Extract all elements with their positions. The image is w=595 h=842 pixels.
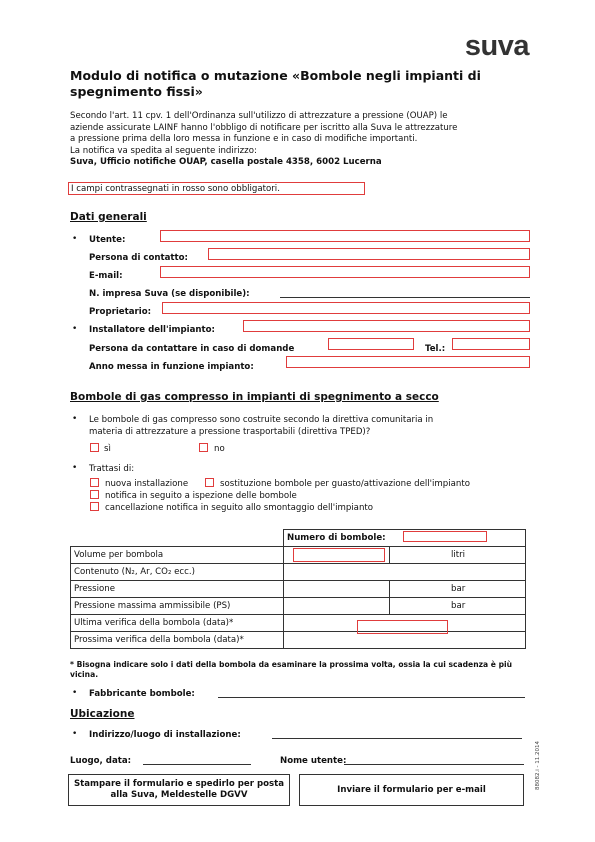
owner-field[interactable] [162, 302, 530, 314]
last-check-required-box[interactable] [357, 620, 448, 634]
manufacturer-label: Fabbricante bombole: [89, 689, 195, 699]
inspection-checkbox[interactable] [90, 490, 99, 499]
new-installation-label: nuova installazione [105, 479, 189, 489]
content-field[interactable] [284, 564, 526, 581]
email-label: E-mail: [89, 271, 123, 281]
tel-field[interactable] [452, 338, 530, 350]
bullet: • [72, 463, 78, 473]
contact-label: Persona di contatto: [89, 253, 188, 263]
question-contact-field[interactable] [328, 338, 414, 350]
user-label: Utente: [89, 235, 126, 245]
form-code: 88082.i - 11.2014 [535, 741, 541, 790]
replacement-label: sostituzione bombole per guasto/attivazione dell'impianto [220, 479, 470, 489]
pressure-label: Pressione [71, 581, 284, 598]
table-row [71, 564, 526, 581]
pressure-unit [390, 581, 526, 598]
year-label: Anno messa in funzione impianto: [89, 362, 254, 372]
question-line: Le bombole di gas compresso sono costruite secondo la direttiva comunitaria in [89, 415, 434, 425]
max-pressure-unit [390, 598, 526, 615]
volume-required-box[interactable] [293, 548, 385, 562]
suva-number-field[interactable] [280, 288, 530, 298]
question-line: materia di attrezzature a pressione trasportabili (direttiva TPED)? [89, 426, 371, 437]
place-date-label: Luogo, data: [70, 756, 132, 766]
num-bottles-field[interactable] [403, 531, 487, 542]
address-label: Indirizzo/luogo di installazione: [89, 730, 241, 740]
email-button[interactable]: Inviare il formulario per e-mail [299, 774, 524, 806]
bullet: • [72, 729, 78, 739]
print-button[interactable]: Stampare il formulario e spedirlo per posta alla Suva, Meldestelle DGVV [68, 774, 290, 806]
user-name-field[interactable] [344, 755, 524, 765]
intro-address: Suva, Ufficio notifiche OUAP, casella postale 4358, 6002 Lucerna [70, 157, 382, 167]
year-field[interactable] [286, 356, 530, 368]
cancellation-checkbox[interactable] [90, 502, 99, 511]
table-cell [71, 530, 284, 547]
tped-question [89, 415, 433, 438]
table-row [71, 615, 526, 632]
owner-label: Proprietario: [89, 307, 152, 317]
next-check-field[interactable] [284, 632, 526, 649]
intro-line: a pressione prima della loro messa in funzione e in caso di modifiche importanti. [70, 134, 418, 144]
max-pressure-field[interactable] [284, 598, 390, 615]
table-row [71, 581, 526, 598]
section-heading-bottles: Bombole di gas compresso in impianti di spegnimento a secco [70, 391, 439, 403]
manufacturer-field[interactable] [218, 688, 525, 698]
max-pressure-unit-text: bar [451, 601, 466, 611]
place-date-field[interactable] [143, 755, 251, 765]
section-heading-location: Ubicazione [70, 708, 135, 720]
type-question: Trattasi di: [89, 464, 135, 474]
user-field[interactable] [160, 230, 530, 242]
section-heading-general: Dati generali [70, 211, 147, 223]
content-label: Contenuto (N₂, Ar, CO₂ ecc.) [71, 564, 284, 581]
installer-label: Installatore dell'impianto: [89, 325, 215, 335]
contact-field[interactable] [208, 248, 530, 260]
max-pressure-label: Pressione massima ammissibile (PS) [71, 598, 284, 615]
yes-label: sì [104, 444, 111, 454]
bullet: • [72, 688, 78, 698]
bullet: • [72, 234, 78, 244]
tel-label: Tel.: [425, 344, 446, 354]
suva-logo: suva [464, 30, 529, 62]
question-contact-label: Persona da contattare in caso di domande [89, 344, 295, 354]
pressure-field[interactable] [284, 581, 390, 598]
table-row [71, 632, 526, 649]
yes-checkbox[interactable] [90, 443, 99, 452]
pressure-unit-text: bar [451, 584, 466, 594]
table-row [71, 598, 526, 615]
bottle-data-table [70, 529, 526, 649]
intro-line: aziende assicurate LAINF hanno l'obbligo di notificare per iscritto alla Suva le attrezzature [70, 122, 458, 133]
installer-field[interactable] [243, 320, 530, 332]
bullet: • [72, 414, 78, 424]
replacement-checkbox[interactable] [205, 478, 214, 487]
user-name-label: Nome utente: [280, 756, 347, 766]
cancellation-label: cancellazione notifica in seguito allo smontaggio dell'impianto [105, 503, 374, 513]
new-installation-checkbox[interactable] [90, 478, 99, 487]
required-fields-notice: I campi contrassegnati in rosso sono obbligatori. [68, 182, 365, 195]
intro-line: Secondo l'art. 11 cpv. 1 dell'Ordinanza sull'utilizzo di attrezzature a pressione (OUAP) le [70, 111, 448, 121]
next-check-label: Prossima verifica della bombola (data)* [71, 632, 284, 649]
no-checkbox[interactable] [199, 443, 208, 452]
address-field[interactable] [272, 729, 522, 739]
inspection-label: notifica in seguito a ispezione delle bombole [105, 491, 297, 501]
intro-text [70, 111, 540, 169]
email-field[interactable] [160, 266, 530, 278]
num-bottles-label: Numero di bombole: [287, 533, 386, 543]
bullet: • [72, 324, 78, 334]
volume-unit-text: litri [451, 550, 466, 560]
footnote: * Bisogna indicare solo i dati della bombola da esaminare la prossima volta, ossia la cui scadenza è più vicina. [70, 660, 513, 679]
no-label: no [214, 444, 225, 454]
volume-unit [390, 547, 526, 564]
suva-number-label: N. impresa Suva (se disponibile): [89, 289, 250, 299]
intro-line: La notifica va spedita al seguente indirizzo: [70, 145, 257, 156]
volume-label: Volume per bombola [71, 547, 284, 564]
page-title: Modulo di notifica o mutazione «Bombole negli impianti di spegnimento fissi» [70, 68, 481, 99]
last-check-label: Ultima verifica della bombola (data)* [71, 615, 284, 632]
